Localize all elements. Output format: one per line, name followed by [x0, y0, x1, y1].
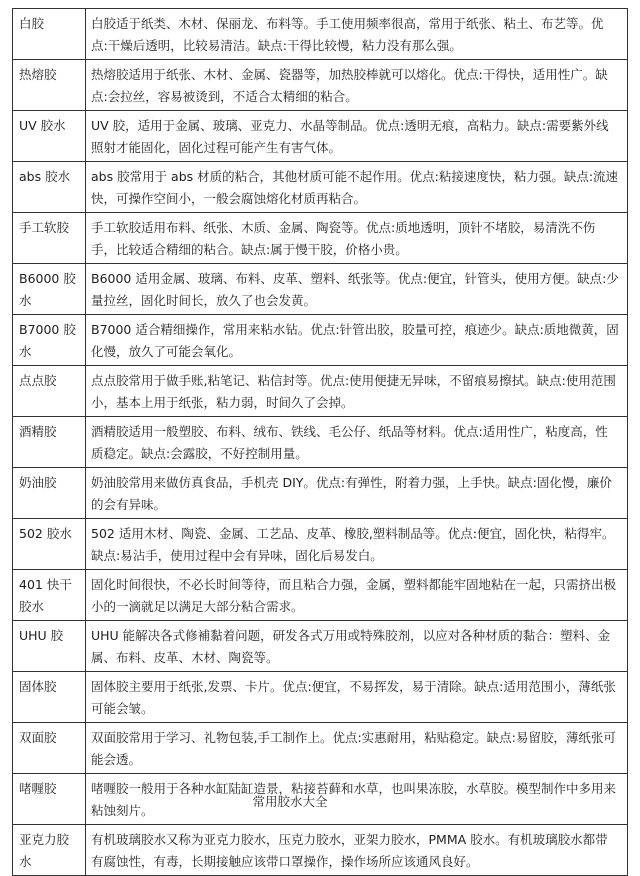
table-row — [13, 264, 628, 315]
glue-name-cell: UHU 胶 — [13, 621, 86, 672]
glue-table-body — [13, 9, 628, 876]
table-row — [13, 723, 628, 774]
glue-description-cell: 点点胶常用于做手账,粘笔记、粘信封等。优点:使用便捷无异味，不留痕易擦拭。缺点:使用范围小，基本上用于纸张，粘力弱，时间久了会掉。 — [86, 366, 628, 417]
table-row — [13, 468, 628, 519]
glue-description-cell: 酒精胶适用一般塑胶、布料、绒布、铁线、毛公仔、纸品等材料。优点:适用性广，粘度高，性质稳定。缺点:会露胶，不好控制用量。 — [86, 417, 628, 468]
glue-name-cell: 亚克力胶水 — [13, 825, 86, 876]
table-row — [13, 162, 628, 213]
glue-description-cell: 502 适用木材、陶瓷、金属、工艺品、皮革、橡胶,塑料制品等。优点:便宜，固化快，粘得牢。缺点:易沾手，使用过程中会有异味，固化后易发白。 — [86, 519, 628, 570]
table-row — [13, 621, 628, 672]
table-row — [13, 60, 628, 111]
glue-name-cell: 啫喱胶 — [13, 774, 86, 825]
glue-name-cell: 401 快干胶水 — [13, 570, 86, 621]
glue-description-cell: abs 胶常用于 abs 材质的粘合，其他材质可能不起作用。优点:粘接速度快，粘力强。缺点:流速快，可操作空间小，一般会腐蚀熔化材质再粘合。 — [86, 162, 628, 213]
table-row — [13, 111, 628, 162]
table-row — [13, 672, 628, 723]
glue-description-cell: UV 胶，适用于金属、玻璃、亚克力、水晶等制品。优点:透明无痕，高粘力。缺点:需要紫外线照射才能固化，固化过程可能产生有害气体。 — [86, 111, 628, 162]
glue-name-cell: UV 胶水 — [13, 111, 86, 162]
caption-text: 常用胶水大全 — [252, 794, 328, 809]
glue-name-cell: B7000 胶水 — [13, 315, 86, 366]
table-row — [13, 213, 628, 264]
glue-description-cell: 双面胶常用于学习、礼物包装,手工制作上。优点:实惠耐用，粘贴稳定。缺点:易留胶，薄纸张可能会透。 — [86, 723, 628, 774]
glue-name-cell: abs 胶水 — [13, 162, 86, 213]
glue-description-cell: 热熔胶适用于纸张、木材、金属、瓷器等，加热胶棒就可以熔化。优点:干得快，适用性广。缺点:会拉丝，容易被烫到，不适合太精细的粘合。 — [86, 60, 628, 111]
glue-table-container — [12, 8, 628, 876]
glue-description-cell: 手工软胶适用布料、纸张、木质、金属、陶瓷等。优点:质地透明，顶针不堵胶，易清洗不伤手，比较适合精细的粘合。缺点:属于慢干胶，价格小贵。 — [86, 213, 628, 264]
glue-description-cell: 啫喱胶一般用于各种水缸陆缸造景，粘接苔藓和水草，也叫果冻胶，水草胶。模型制作中多用来粘蚀刻片。 — [86, 774, 628, 825]
glue-name-cell: 502 胶水 — [13, 519, 86, 570]
glue-name-cell: B6000 胶水 — [13, 264, 86, 315]
table-row — [13, 9, 628, 60]
glue-table — [12, 8, 628, 876]
table-row — [13, 570, 628, 621]
glue-name-cell: 奶油胶 — [13, 468, 86, 519]
glue-name-cell: 酒精胶 — [13, 417, 86, 468]
glue-name-cell: 热熔胶 — [13, 60, 86, 111]
glue-description-cell: 有机玻璃胶水又称为亚克力胶水，压克力胶水，亚架力胶水，PMMA 胶水。有机玻璃胶水都带有腐蚀性，有毒，长期接触应该带口罩操作，操作场所应该通风良好。 — [86, 825, 628, 876]
glue-description-cell: 固体胶主要用于纸张,发票、卡片。优点:便宜，不易挥发，易于清除。缺点:适用范围小，薄纸张可能会皱。 — [86, 672, 628, 723]
glue-name-cell: 白胶 — [13, 9, 86, 60]
table-row — [13, 315, 628, 366]
glue-description-cell: 白胶适于纸类、木材、保丽龙、布料等。手工使用频率很高，常用于纸张、粘土、布艺等。优点:干燥后透明，比较易清洁。缺点:干得比较慢，粘力没有那么强。 — [86, 9, 628, 60]
glue-description-cell: 奶油胶常用来做仿真食品，手机壳 DIY。优点:有弹性，附着力强，上手快。缺点:固化慢，廉价的会有异味。 — [86, 468, 628, 519]
table-caption — [0, 792, 640, 810]
glue-name-cell: 双面胶 — [13, 723, 86, 774]
glue-description-cell: B7000 适合精细操作，常用来粘水钻。优点:针管出胶，胶量可控，痕迹少。缺点:质地微黄，固化慢，放久了可能会氧化。 — [86, 315, 628, 366]
glue-description-cell: B6000 适用金属、玻璃、布料、皮革、塑料、纸张等。优点:便宜，针管头，使用方便。缺点:少量拉丝，固化时间长，放久了也会发黄。 — [86, 264, 628, 315]
glue-name-cell: 点点胶 — [13, 366, 86, 417]
table-row — [13, 366, 628, 417]
glue-name-cell: 手工软胶 — [13, 213, 86, 264]
glue-description-cell: 固化时间很快，不必长时间等待，而且粘合力强，金属，塑料都能牢固地粘在一起，只需挤出极小的一滴就足以满足大部分粘合需求。 — [86, 570, 628, 621]
glue-description-cell: UHU 能解决各式修補黏着问题，研发各式万用或特殊胶剂，以应对各种材质的黏合：塑料、金属、布料、皮革、木材、陶瓷等。 — [86, 621, 628, 672]
table-row — [13, 825, 628, 876]
table-row — [13, 417, 628, 468]
glue-name-cell: 固体胶 — [13, 672, 86, 723]
table-row — [13, 519, 628, 570]
